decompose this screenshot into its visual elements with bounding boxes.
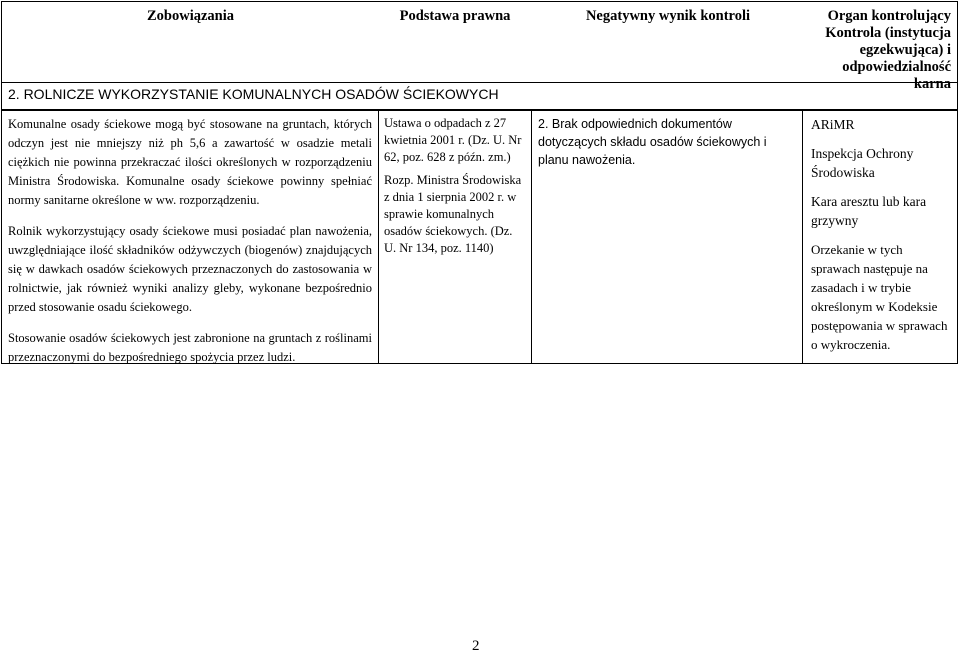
obligation-paragraph: Rolnik wykorzystujący osady ściekowe musi posiadać plan nawożenia, uwzględniające ilość składników odżywczych (biogenów) znajdujących się w dawkach osadów ściekowych przeznaczonych do zastosowania w rolnictwie, jak również wyniki analizy gleby, wykonane bezpośrednio przed stosowanie osadu ściekowego. — [8, 224, 372, 314]
header-obligations: Zobowiązania — [146, 8, 234, 24]
header-negative-result: Negatywny wynik kontroli — [585, 8, 751, 24]
table-row — [2, 109, 957, 363]
authority-item: Kara aresztu lub kara grzywny — [811, 194, 927, 228]
obligation-paragraph: Stosowanie osadów ściekowych jest zabronione na gruntach z roślinami przeznaczonymi do bezpośredniego spożycia przez ludzi. — [8, 331, 372, 364]
legal-basis-cell — [379, 111, 532, 363]
obligations-cell — [2, 111, 379, 363]
authority-item: Inspekcja Ochrony Środowiska — [811, 146, 914, 180]
negative-result-cell — [532, 111, 803, 363]
legal-basis-item: Rozp. Ministra Środowiska z dnia 1 sierpnia 2002 r. w sprawie komunalnych osadów ściekowych. (Dz. U. Nr 134, poz. 1140) — [384, 173, 522, 255]
authority-cell — [803, 111, 957, 363]
page-number: 2 — [472, 638, 480, 654]
header-legal-basis: Podstawa prawna — [399, 8, 511, 24]
header-authority: Organ kontrolujący Kontrola (instytucja egzekwująca) i odpowiedzialność karna — [825, 8, 951, 92]
negative-result-text: 2. Brak odpowiednich dokumentów dotyczących składu osadów ściekowych i planu nawożenia. — [538, 117, 767, 167]
legal-basis-item: Ustawa o odpadach z 27 kwietnia 2001 r. (Dz. U. Nr 62, poz. 628 z późn. zm.) — [384, 116, 522, 164]
authority-item: ARiMR — [811, 117, 855, 132]
table-header — [2, 2, 957, 92]
obligation-paragraph: Komunalne osady ściekowe mogą być stosowane na gruntach, których odczyn jest nie mniejszy niż ph 5,6 a zawartość w osadzie metali ciężkich nie powinna przekraczać ilości określonych w rozporządzeniu Ministra Środowiska. Komunalne osady ściekowe powinny spełniać normy sanitarne określone w ww. rozporządzeniu. — [8, 117, 372, 207]
authority-item: Orzekanie w tych sprawach następuje na zasadach i w trybie określonym w Kodeksie postępowania w sprawach o wykroczenia. — [811, 242, 948, 352]
regulation-table — [1, 1, 958, 364]
section-title: 2. ROLNICZE WYKORZYSTANIE KOMUNALNYCH OSADÓW ŚCIEKOWYCH — [8, 86, 499, 102]
